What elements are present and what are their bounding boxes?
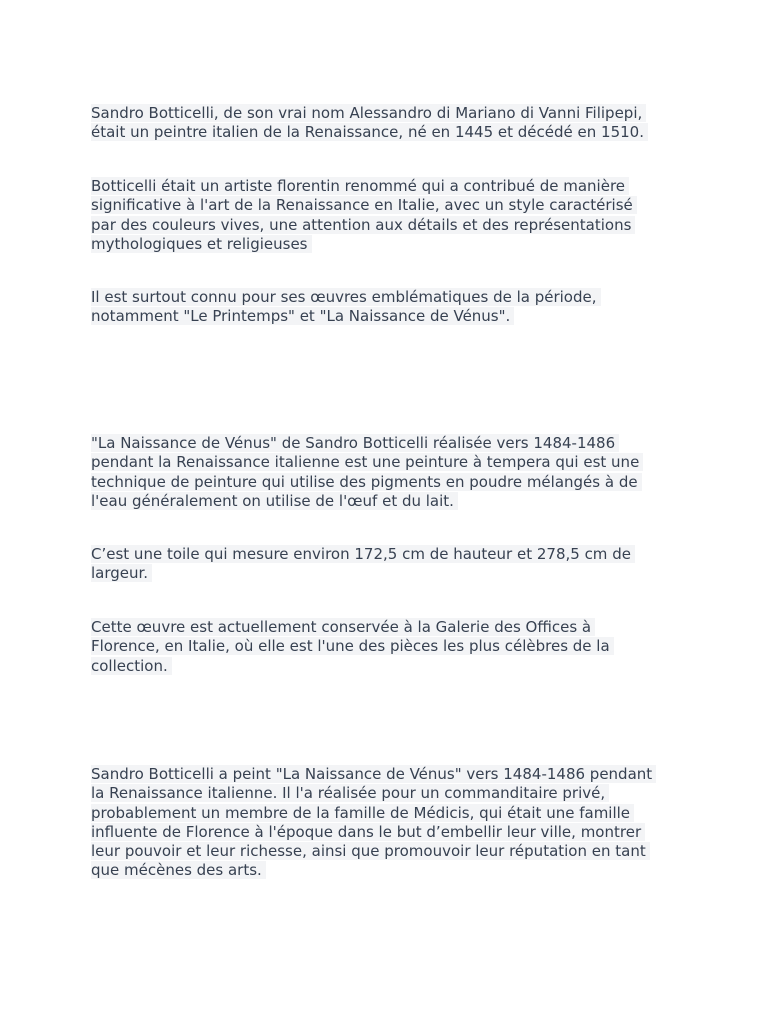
paragraph-uffizi-location (91, 618, 681, 676)
text-line: était un peintre italien de la Renaissance, né en 1445 et décédé en 1510. (91, 123, 681, 142)
text-line: notamment "Le Printemps" et "La Naissance de Vénus". (91, 307, 681, 326)
paragraph-venus-technique (91, 434, 681, 511)
text-line: la Renaissance italienne. Il l'a réalisée pour un commanditaire privé, (91, 784, 681, 803)
text-line: "La Naissance de Vénus" de Sandro Botticelli réalisée vers 1484-1486 (91, 434, 681, 453)
text-line: leur pouvoir et leur richesse, ainsi que promouvoir leur réputation en tant (91, 842, 681, 861)
paragraph-medici-commission (91, 765, 681, 881)
paragraph-florentine-artist (91, 177, 681, 254)
text-line: Sandro Botticelli, de son vrai nom Alessandro di Mariano di Vanni Filipepi, (91, 104, 681, 123)
text-line: Florence, en Italie, où elle est l'une des pièces les plus célèbres de la (91, 637, 681, 656)
text-line: Il est surtout connu pour ses œuvres emblématiques de la période, (91, 288, 681, 307)
paragraph-botticelli-intro (91, 104, 681, 143)
text-line: Botticelli était un artiste florentin renommé qui a contribué de manière (91, 177, 681, 196)
text-line: Sandro Botticelli a peint "La Naissance de Vénus" vers 1484-1486 pendant (91, 765, 681, 784)
text-line: mythologiques et religieuses (91, 235, 681, 254)
text-line: Cette œuvre est actuellement conservée à la Galerie des Offices à (91, 618, 681, 637)
text-line: collection. (91, 657, 681, 676)
text-line: technique de peinture qui utilise des pigments en poudre mélangés à de (91, 473, 681, 492)
text-line: influente de Florence à l'époque dans le but d’embellir leur ville, montrer (91, 823, 681, 842)
text-line: significative à l'art de la Renaissance en Italie, avec un style caractérisé (91, 196, 681, 215)
text-line: l'eau généralement on utilise de l'œuf et du lait. (91, 492, 681, 511)
paragraph-canvas-dimensions (91, 545, 681, 584)
text-line: largeur. (91, 564, 681, 583)
text-line: pendant la Renaissance italienne est une peinture à tempera qui est une (91, 453, 681, 472)
text-line: C’est une toile qui mesure environ 172,5 cm de hauteur et 278,5 cm de (91, 545, 681, 564)
paragraph-famous-works (91, 288, 681, 327)
text-line: par des couleurs vives, une attention aux détails et des représentations (91, 216, 681, 235)
text-line: que mécènes des arts. (91, 861, 681, 880)
text-line: probablement un membre de la famille de Médicis, qui était une famille (91, 804, 681, 823)
